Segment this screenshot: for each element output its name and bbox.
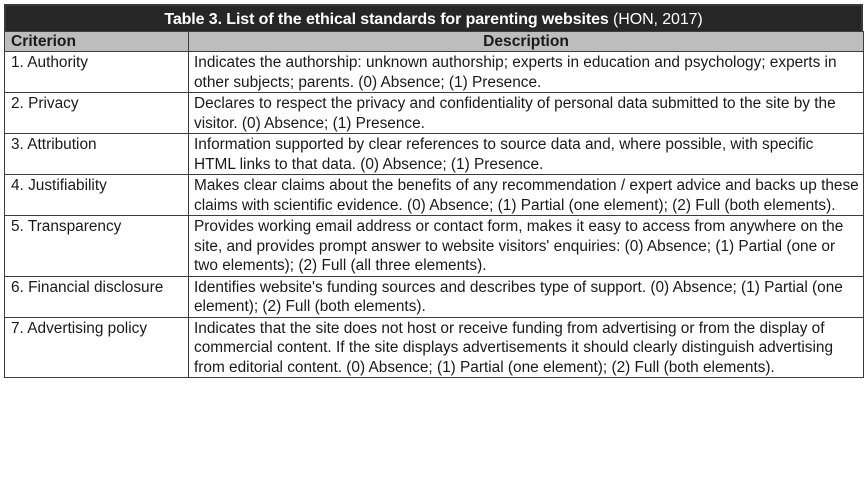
ethical-standards-table-container: [4, 4, 863, 378]
table-row: [5, 134, 864, 175]
table-title-text: Table 3. List of the ethical standards for parenting websites: [164, 11, 609, 28]
criterion-cell: 7. Advertising policy: [5, 317, 189, 378]
ethical-standards-table: [4, 31, 864, 378]
criterion-cell: 2. Privacy: [5, 93, 189, 134]
table-row: [5, 317, 864, 378]
table-row: [5, 52, 864, 93]
table-row: [5, 93, 864, 134]
description-cell: Indicates that the site does not host or receive funding from advertising or from the display of commercial content. If the site displays advertisements it should clearly distinguish advertising from editorial content. (0) Absence; (1) Partial (one element); (2) Full (both elements).: [189, 317, 864, 378]
header-row: [5, 32, 864, 52]
table-row: [5, 276, 864, 317]
description-cell: Makes clear claims about the benefits of any recommendation / expert advice and backs up these claims with scientific evidence. (0) Absence; (1) Partial (one element); (2) Full (both elements).: [189, 175, 864, 216]
column-header-description: Description: [189, 32, 864, 52]
description-cell: Indicates the authorship: unknown authorship; experts in education and psychology; experts in other subjects; parents. (0) Absence; (1) Presence.: [189, 52, 864, 93]
column-header-criterion: Criterion: [5, 32, 189, 52]
criterion-cell: 5. Transparency: [5, 216, 189, 277]
criterion-cell: 4. Justifiability: [5, 175, 189, 216]
table-title-citation: (HON, 2017): [608, 11, 703, 28]
criterion-cell: 1. Authority: [5, 52, 189, 93]
description-cell: Provides working email address or contact form, makes it easy to access from anywhere on the site, and provides prompt answer to website visitors' enquiries: (0) Absence; (1) Partial (one or two elements); (2) Full (all three elements).: [189, 216, 864, 277]
table-row: [5, 175, 864, 216]
description-cell: Information supported by clear references to source data and, where possible, with specific HTML links to that data. (0) Absence; (1) Presence.: [189, 134, 864, 175]
description-cell: Declares to respect the privacy and confidentiality of personal data submitted to the site by the visitor. (0) Absence; (1) Presence.: [189, 93, 864, 134]
criterion-cell: 3. Attribution: [5, 134, 189, 175]
description-cell: Identifies website's funding sources and describes type of support. (0) Absence; (1) Partial (one element); (2) Full (both elements).: [189, 276, 864, 317]
criterion-cell: 6. Financial disclosure: [5, 276, 189, 317]
table-title: [4, 4, 863, 31]
table-row: [5, 216, 864, 277]
